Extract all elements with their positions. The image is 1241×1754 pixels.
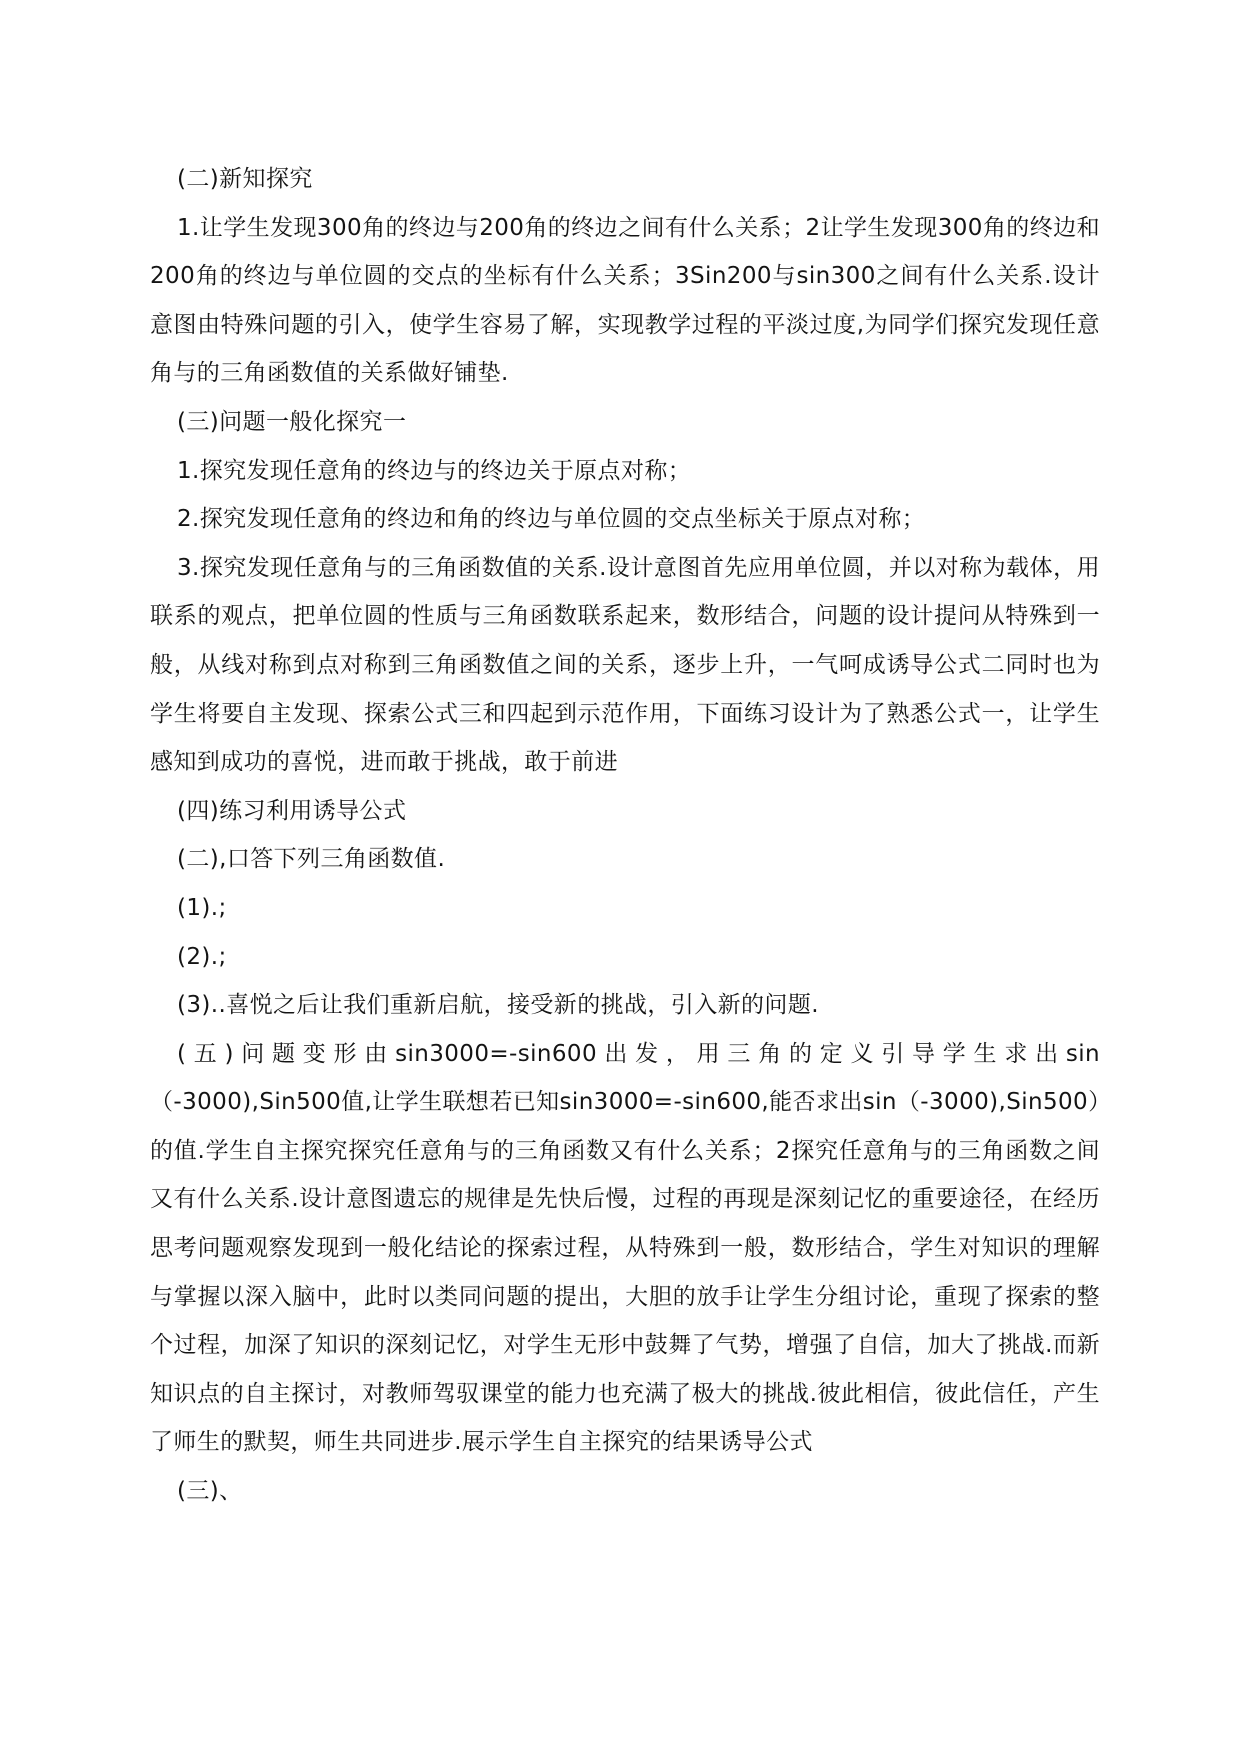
section-heading-practice: (四)练习利用诱导公式 [177, 797, 407, 824]
document-body [150, 155, 1100, 1516]
list-item-terminal-side: 1.探究发现任意角的终边与的终边关于原点对称； [177, 457, 692, 484]
section-heading-new-knowledge: (二)新知探究 [177, 166, 313, 192]
paragraph-problem-variation: (五)问题变形由sin3000=-sin600出发，用三角的定义引导学生求出sin（-3000),Sin500值,让学生联想若已知sin3000=-sin600,能否求出sin（-3000),Sin500）的值.学生自主探究探究任意角与的三角函数又有什么关系；2探究任意角与的三角函数之间又有什么关系.设计意图遗忘的规律是先快后慢，过程的再现是深刻记忆的重要途径，在经历思考问题观察发现到一般化结论的探索过程，从特殊到一般，数形结合，学生对知识的理解与掌握以深入脑中，此时以类同问题的提出，大胆的放手让学生分组讨论，重现了探索的整个过程，加深了知识的深刻记忆，对学生无形中鼓舞了气势，增强了自信，加大了挑战.而新知识点的自主探讨，对教师驾驭课堂的能力也充满了极大的挑战.彼此相信，彼此信任，产生了师生的默契，师生共同进步.展示学生自主探究的结果诱导公式 [150, 1040, 1100, 1456]
paragraph-oral-answer: (二),口答下列三角函数值. [177, 846, 446, 873]
list-item-exercise-3: (3)..喜悦之后让我们重新启航，接受新的挑战，引入新的问题. [177, 992, 819, 1019]
section-heading-three: (三)、 [177, 1478, 243, 1505]
section-heading-generalization: (三)问题一般化探究一 [177, 408, 407, 435]
list-item-intersection: 2.探究发现任意角的终边和角的终边与单位圆的交点坐标关于原点对称； [177, 506, 926, 533]
paragraph-trig-relations: 3.探究发现任意角与的三角函数值的关系.设计意图首先应用单位圆，并以对称为载体，用联系的观点，把单位圆的性质与三角函数联系起来，数形结合，问题的设计提问从特殊到一般，从线对称到点对称到三角函数值之间的关系，逐步上升，一气呵成诱导公式二同时也为学生将要自主发现、探索公式三和四起到示范作用，下面练习设计为了熟悉公式一，让学生感知到成功的喜悦，进而敢于挑战，敢于前进 [150, 554, 1100, 776]
list-item-exercise-2: (2).; [177, 943, 227, 970]
list-item-exercise-1: (1).; [177, 894, 227, 921]
paragraph-angle-relations: 1.让学生发现300角的终边与200角的终边之间有什么关系；2让学生发现300角的终边和200角的终边与单位圆的交点的坐标有什么关系；3Sin200与sin300之间有什么关系.设计意图由特殊问题的引入，使学生容易了解，实现教学过程的平淡过度,为同学们探究发现任意角与的三角函数值的关系做好铺垫. [150, 214, 1100, 387]
